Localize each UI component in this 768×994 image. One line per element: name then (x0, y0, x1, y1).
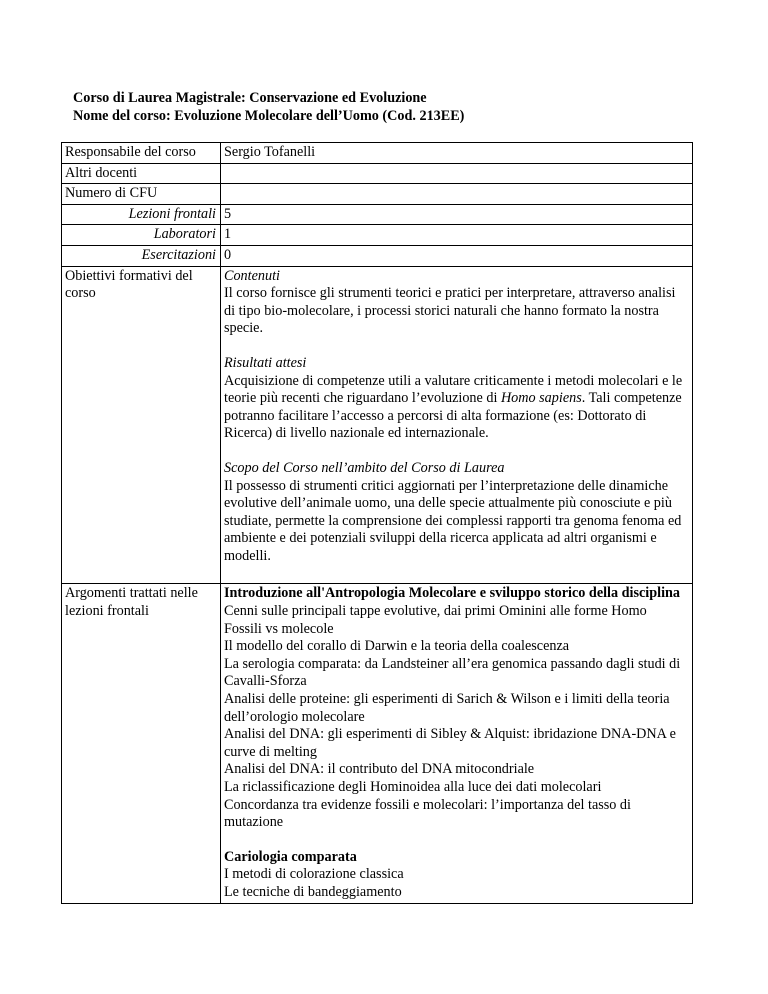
label-esercitazioni: Esercitazioni (62, 245, 221, 266)
row-esercitazioni (62, 245, 693, 266)
list-item: Cenni sulle principali tappe evolutive, dai primi Ominini alle forme Homo (224, 603, 647, 620)
list-item: Il modello del corallo di Darwin e la teoria della coalescenza (224, 638, 570, 655)
label-cfu: Numero di CFU (62, 184, 221, 205)
value-argomenti (221, 584, 693, 903)
label-responsabile: Responsabile del corso (62, 143, 221, 164)
value-cfu (221, 184, 693, 205)
scopo-title: Scopo del Corso nell’ambito del Corso di Laurea (224, 459, 505, 476)
value-esercitazioni: 0 (221, 245, 693, 266)
contenuti-text: Il corso fornisce gli strumenti teorici e pratici per interpretare, attraverso analisi di tipo bio-molecolare, i processi storici naturali che hanno formato la nostra specie. (224, 285, 676, 337)
row-obiettivi (62, 266, 693, 584)
scopo-text: Il possesso di strumenti critici aggiornati per l’interpretazione delle dinamiche evolutive dell’animale uomo, una delle specie attualmente più conosciute e più studiate, permette la comprensione dei complessi rapporti tra genoma fenoma ed ambiente e dei potenziali sviluppi della ricerca applicata ad altri organismi e modelli. (224, 477, 682, 564)
contenuti-title: Contenuti (224, 267, 280, 284)
list-item: Analisi delle proteine: gli esperimenti di Sarich & Wilson e i limiti della teoria dell’orologio molecolare (224, 691, 670, 725)
course-name-title: Nome del corso: Evoluzione Molecolare dell’Uomo (Cod. 213EE) (73, 107, 465, 124)
list-item: Analisi del DNA: il contributo del DNA mitocondriale (224, 761, 535, 778)
section1-title: Introduzione all'Antropologia Molecolare e sviluppo storico della disciplina (224, 585, 680, 602)
label-obiettivi: Obiettivi formativi del corso (62, 266, 221, 584)
row-cfu (62, 184, 693, 205)
list-item: Concordanza tra evidenze fossili e molecolari: l’importanza del tasso di mutazione (224, 796, 631, 831)
document-heading (73, 90, 464, 125)
risultati-text-species: Homo sapiens (500, 390, 582, 407)
risultati-text-a: Acquisizione di competenze utili a valutare criticamente i metodi molecolari e le teorie più recenti che riguardano l’evoluzione di (224, 372, 683, 407)
label-laboratori: Laboratori (62, 225, 221, 246)
row-lezioni-frontali (62, 204, 693, 225)
row-argomenti (62, 584, 693, 903)
value-laboratori: 1 (221, 225, 693, 246)
section2-list (224, 866, 688, 901)
degree-title: Corso di Laurea Magistrale: Conservazione ed Evoluzione (73, 90, 427, 106)
value-lezioni-frontali: 5 (221, 204, 693, 225)
list-item: Le tecniche di bandeggiamento (224, 883, 402, 900)
label-argomenti: Argomenti trattati nelle lezioni frontali (62, 584, 221, 903)
value-altri-docenti (221, 163, 693, 184)
value-obiettivi (221, 266, 693, 584)
label-altri-docenti: Altri docenti (62, 163, 221, 184)
list-item: La serologia comparata: da Landsteiner all’era genomica passando dagli studi di Cavalli-Sforza (224, 655, 681, 690)
course-info-table (61, 142, 693, 904)
list-item: Analisi del DNA: gli esperimenti di Sibley & Alquist: ibridazione DNA-DNA e curve di melting (224, 726, 676, 760)
row-altri-docenti (62, 163, 693, 184)
section2-title: Cariologia comparata (224, 848, 357, 865)
risultati-text (224, 373, 688, 443)
row-laboratori (62, 225, 693, 246)
risultati-title: Risultati attesi (224, 354, 307, 371)
risultati-text-b: . Tali competenze potranno facilitare l’accesso a percorsi di alta formazione (es: Dottorato di Ricerca) di livello nazionale ed internazionale. (224, 390, 682, 442)
list-item: La riclassificazione degli Hominoidea alla luce dei dati molecolari (224, 779, 602, 795)
row-responsabile (62, 143, 693, 164)
list-item: Fossili vs molecole (224, 620, 334, 637)
list-item: I metodi di colorazione classica (224, 866, 404, 883)
value-responsabile: Sergio Tofanelli (221, 143, 693, 164)
label-lezioni-frontali: Lezioni frontali (62, 204, 221, 225)
section1-list (224, 603, 688, 832)
